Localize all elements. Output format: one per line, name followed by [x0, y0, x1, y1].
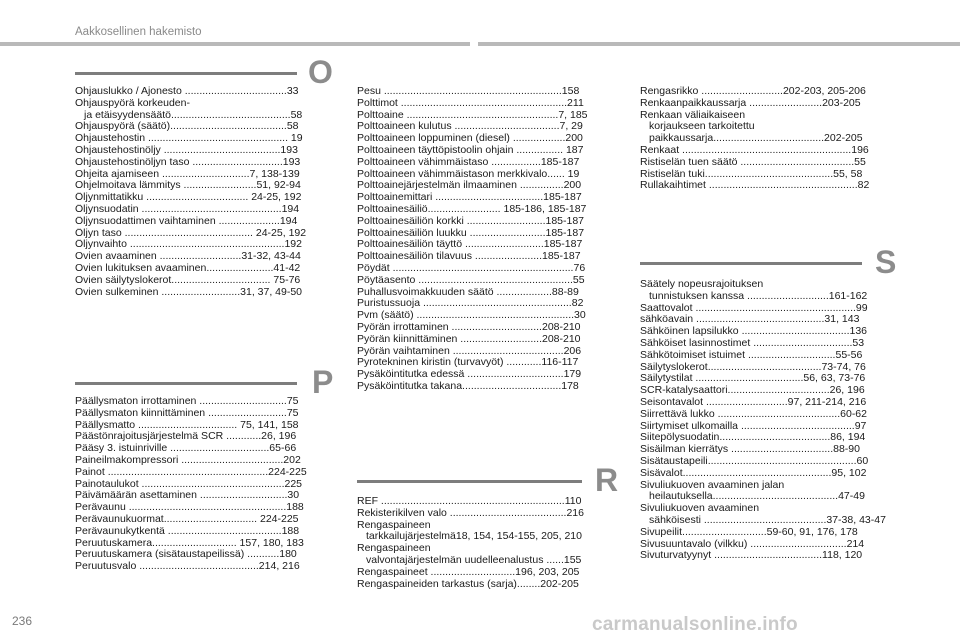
index-entry: Rengaspaineiden tarkastus (sarja)........202-205 — [357, 578, 579, 590]
index-entry: Polttoainesäiliön tilavuus .......................185-187 — [357, 251, 581, 263]
header-rule-left — [0, 42, 470, 46]
index-entry: Pvm (säätö) ......................................................30 — [357, 310, 586, 322]
index-entry: Sivuliukuoven avaaminen — [640, 503, 760, 515]
index-entry: Pöytäasento .....................................................55 — [357, 274, 585, 286]
index-entry: Renkaanpaikkaussarja .........................203-205 — [640, 97, 861, 109]
index-entry: Päällysmaton kiinnittäminen ...........................75 — [75, 407, 299, 419]
index-entry: Ristiselän tuen säätö .......................................55 — [640, 156, 866, 168]
index-entry: Painotaulukot .................................................225 — [75, 478, 303, 490]
index-entry: Ristiselän tuki............................................55, 58 — [640, 168, 863, 180]
index-entry: Öljyn taso ............................................ 24-25, 192 — [75, 227, 307, 239]
index-entry: REF ...............................................................110 — [357, 496, 582, 507]
index-entry: valvontajärjestelmän uudelleenalustus ......155 — [366, 554, 582, 566]
index-entry: Polttoainesäiliön korkki ...........................185-187 — [357, 215, 585, 227]
index-entry: ja etäisyydensäätö.........................................58 — [84, 109, 303, 121]
index-entry: Rullakaihtimet ...................................................82 — [640, 180, 870, 192]
index-entry: Sähköinen lapsilukko .....................................136 — [640, 326, 868, 338]
index-entry: Sivuturvatyynyt .....................................118, 120 — [640, 550, 863, 562]
index-entry: Paineilmakompressori ...................................202 — [75, 454, 301, 466]
index-entry: Rengaspaineen — [357, 543, 431, 555]
index-entry: Pysäköintitutka edessä .................................179 — [357, 369, 582, 381]
index-entry: Pesu .............................................................158 — [357, 86, 580, 97]
section-s-letter: S — [875, 244, 897, 280]
index-entry: Sähkötoimiset istuimet ..............................55-56 — [640, 349, 863, 361]
index-entry: Polttimot .........................................................211 — [357, 97, 584, 109]
index-entry: SCR-katalysaattori...................................26, 196 — [640, 385, 865, 397]
index-entry: Polttoaineen loppuminen (diesel) ..................200 — [357, 133, 583, 145]
index-entry: Sisäilman kierrätys ...................................88-90 — [640, 444, 860, 456]
index-entry: Säilytystilat .....................................56, 63, 73-76 — [640, 373, 866, 385]
index-entry: Pyrotekninen kiristin (turvavyöt) ............116-117 — [357, 357, 579, 369]
index-entry: Pääsy 3. istuinriville ..................................65-66 — [75, 443, 297, 455]
index-entry: Ohjaustehostinöljyn taso ...............................193 — [75, 156, 301, 168]
index-entry: Öljynsuodatin ................................................194 — [75, 203, 300, 215]
index-entry: Peruutuskamera (sisätaustapeilissä) ...........180 — [75, 549, 297, 561]
index-entry: tarkkailujärjestelmä18, 154, 154-155, 205, 210 — [366, 531, 582, 543]
section-s-header — [640, 244, 906, 280]
index-entry: Perävaunukuormat................................ 224-225 — [75, 513, 299, 525]
section-o-entries — [75, 86, 335, 298]
index-entry: Ovien sulkeminen ...........................31, 37, 49-50 — [75, 286, 303, 298]
index-entry: Öljynsuodattimen vaihtaminen .....................194 — [75, 215, 298, 227]
index-entry: Polttoainejärjestelmän ilmaaminen ...............200 — [357, 180, 582, 192]
index-entry: Sähköiset lasinnostimet ..................................53 — [640, 337, 865, 349]
index-entry: paikkaussarja......................................202-205 — [649, 133, 863, 145]
page-header-title: Aakkosellinen hakemisto — [75, 26, 202, 38]
index-entry: Sisävalot...................................................95, 102 — [640, 467, 867, 479]
index-entry: Polttoaineen vähimmäistason merkkivalo...... 19 — [357, 168, 580, 180]
index-entry: Ohjeita ajamiseen ..............................7, 138-139 — [75, 168, 300, 180]
index-entry: Renkaat ..........................................................196 — [640, 144, 869, 156]
watermark: carmanualsonline.info — [592, 614, 798, 635]
page-number: 236 — [12, 614, 33, 628]
index-entry: Polttoainesäiliö......................... 185-186, 185-187 — [357, 203, 587, 215]
index-entry: Sivupeilit.............................59-60, 91, 176, 178 — [640, 526, 858, 538]
index-entry: Päällysmatto .................................. 75, 141, 158 — [75, 419, 299, 431]
page-header — [0, 0, 960, 45]
index-entry: Pyörän vaihtaminen ......................................206 — [357, 345, 582, 357]
index-entry: Päällysmaton irrottaminen ..............................75 — [75, 396, 299, 407]
section-p-letter: P — [312, 364, 334, 400]
index-entry: Ovien lukituksen avaaminen.......................41-42 — [75, 262, 301, 274]
index-entry: Rengaspaineen — [357, 519, 431, 531]
index-entry: Rengasrikko ............................202-203, 205-206 — [640, 86, 866, 97]
index-entry: Polttoaineen täyttöpistoolin ohjain ................ 187 — [357, 144, 584, 156]
index-entry: Ovien avaaminen ............................31-32, 43-44 — [75, 251, 301, 263]
section-r-rule — [357, 480, 582, 483]
index-entry: Siirrettävä lukko ..........................................60-62 — [640, 408, 867, 420]
index-entry: Saattovalot .......................................................99 — [640, 302, 868, 314]
index-entry: Siirtymiset ulkomailla .......................................97 — [640, 420, 867, 432]
index-entry: Siitepölysuodatin......................................86, 194 — [640, 432, 866, 444]
index-entry: Sivusuuntavalo (vilkku) .................................214 — [640, 538, 865, 550]
index-entry: Rengaspaineet .............................196, 203, 205 — [357, 566, 580, 578]
index-entry: Polttoaineen vähimmäistaso .................185-187 — [357, 156, 580, 168]
index-entry: Öljynmittatikku ................................... 24-25, 192 — [75, 192, 302, 204]
section-r-entries — [357, 496, 619, 590]
index-entry: korjaukseen tarkoitettu — [649, 121, 755, 133]
section-r-header — [357, 462, 619, 498]
index-entry: Sisätaustapeili...................................................60 — [640, 455, 869, 467]
section-p-continued-entries — [357, 86, 619, 393]
index-entry: Rekisterikilven valo ........................................216 — [357, 507, 584, 519]
index-entry: Polttoainemittari .....................................185-187 — [357, 192, 582, 204]
index-entry: Puristussuoja ...................................................82 — [357, 298, 584, 310]
index-entry: Päivämäärän asettaminen ..............................30 — [75, 490, 300, 502]
index-entry: Päästönrajoitusjärjestelmä SCR ............26, 196 — [75, 431, 297, 443]
index-entry: sähköisesti ..........................................37-38, 43-47 — [649, 514, 886, 526]
index-entry: Perävaunukytkentä .......................................188 — [75, 525, 300, 537]
index-entry: Polttoaine ....................................................7, 185 — [357, 109, 588, 121]
index-entry: Ohjaustehostinöljy ........................................193 — [75, 144, 298, 156]
index-entry: Seisontavalot ............................97, 211-214, 216 — [640, 396, 867, 408]
index-entry: Säätely nopeusrajoituksen — [640, 279, 764, 290]
section-p-rule — [75, 382, 297, 385]
index-entry: Pysäköintitutka takana..................................178 — [357, 380, 579, 392]
section-p-entries — [75, 396, 335, 573]
header-rule-right — [478, 42, 960, 46]
index-entry: Öljynvaihto .....................................................192 — [75, 239, 302, 251]
index-entry: Painot .......................................................224-225 — [75, 466, 307, 478]
index-entry: heilautuksella...........................................47-49 — [649, 491, 865, 503]
index-entry: Ovien säilytyslokerot.................................. 75-76 — [75, 274, 301, 286]
index-entry: Ohjauslukko / Ajonesto ...................................33 — [75, 86, 299, 97]
section-o-letter: O — [308, 54, 333, 90]
index-entry: Pyörän kiinnittäminen ............................208-210 — [357, 333, 581, 345]
index-entry: Ohjelmoitava lämmitys .........................51, 92-94 — [75, 180, 301, 192]
index-entry: Renkaan väliaikaiseen — [640, 109, 746, 121]
index-entry: Perävaunu ......................................................188 — [75, 502, 304, 514]
section-o-rule — [75, 72, 297, 75]
index-entry: Polttoainesäiliön luukku ..........................185-187 — [357, 227, 585, 239]
index-entry: Puhallusvoimakkuuden säätö ...................88-89 — [357, 286, 579, 298]
index-entry: Pöydät ..............................................................76 — [357, 262, 586, 274]
index-entry: Ohjauspyörä korkeuden- — [75, 97, 190, 109]
section-s-rule — [640, 262, 862, 265]
section-r-continued-entries — [640, 86, 906, 192]
section-s-entries — [640, 279, 906, 562]
index-entry: Polttoaineen kulutus ....................................7, 29 — [357, 121, 583, 133]
index-entry: Peruutuskamera............................. 157, 180, 183 — [75, 537, 304, 549]
index-entry: Polttoainesäiliön täyttö ...........................185-187 — [357, 239, 583, 251]
index-entry: tunnistuksen kanssa ............................161-162 — [649, 290, 868, 302]
index-entry: Peruutusvalo .........................................214, 216 — [75, 561, 300, 573]
index-entry: Ohjauspyörä (säätö)........................................58 — [75, 121, 299, 133]
index-entry: Säilytyslokerot.......................................73-74, 76 — [640, 361, 866, 373]
section-r-letter: R — [595, 462, 619, 498]
index-entry: Pyörän irrottaminen ...............................208-210 — [357, 321, 581, 333]
index-entry: Ohjaustehostin ................................................ 19 — [75, 133, 303, 145]
index-entry: sähköavain ............................................31, 143 — [640, 314, 860, 326]
index-entry: Sivuliukuoven avaaminen jalan — [640, 479, 785, 491]
